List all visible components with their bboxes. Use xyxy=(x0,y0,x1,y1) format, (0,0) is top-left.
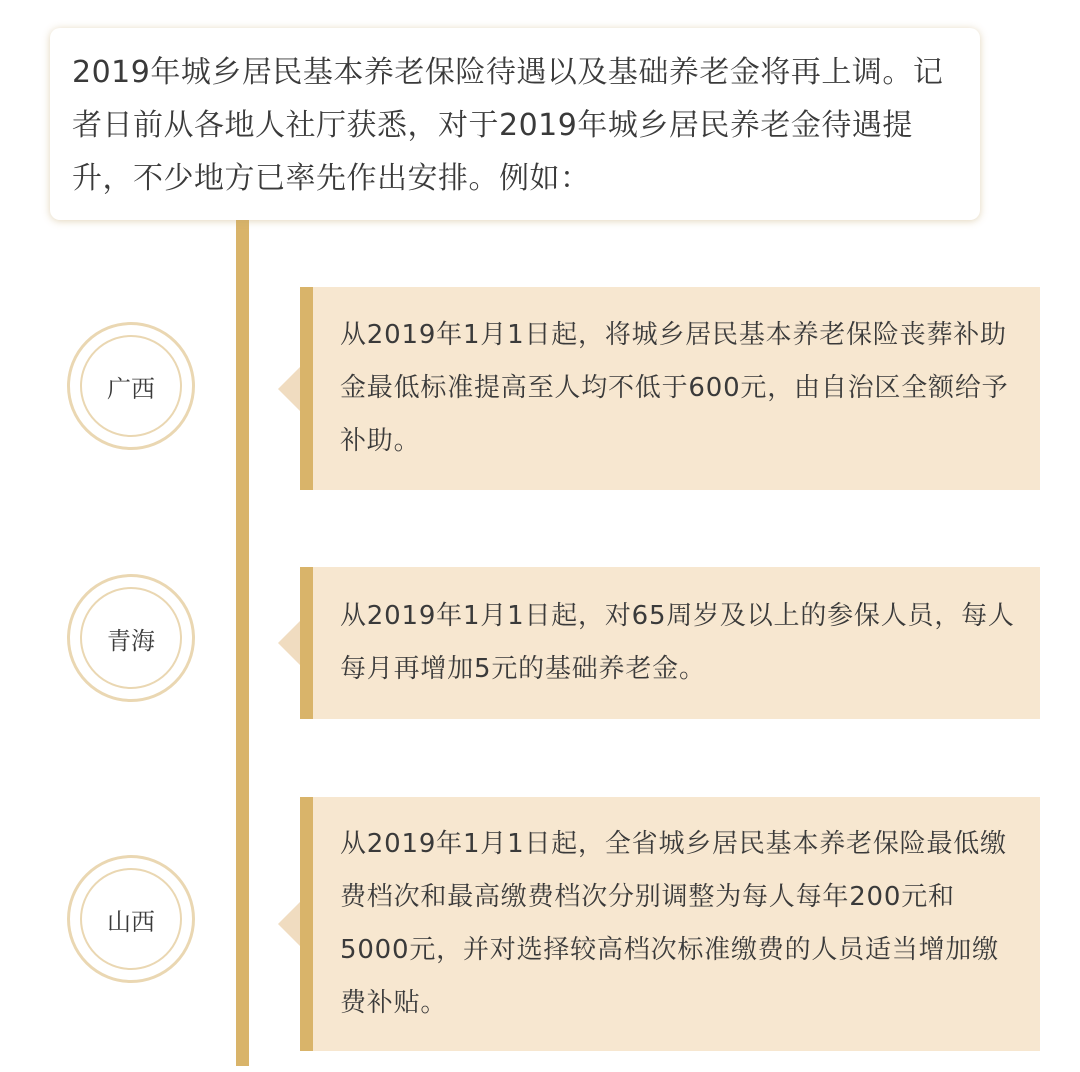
intro-box xyxy=(50,28,980,220)
region-label-guangxi: 广西 xyxy=(80,335,182,437)
region-label-qinghai: 青海 xyxy=(80,587,182,689)
card-text-guangxi: 从2019年1月1日起，将城乡居民基本养老保险丧葬补助金最低标准提高至人均不低于600元，由自治区全额给予补助。 xyxy=(340,320,1009,456)
timeline-card-shanxi xyxy=(300,797,1040,1051)
timeline-line xyxy=(236,200,249,1066)
card-text-qinghai: 从2019年1月1日起，对65周岁及以上的参保人员，每人每月再增加5元的基础养老金。 xyxy=(340,601,1015,684)
intro-text: 2019年城乡居民基本养老保险待遇以及基础养老金将再上调。记者日前从各地人社厅获悉，对于2019年城乡居民养老金待遇提升，不少地方已率先作出安排。例如： xyxy=(72,55,944,196)
timeline-card-guangxi xyxy=(300,287,1040,490)
card-pointer xyxy=(278,902,300,946)
card-text-shanxi: 从2019年1月1日起，全省城乡居民基本养老保险最低缴费档次和最高缴费档次分别调整为每人每年200元和5000元，并对选择较高档次标准缴费的人员适当增加缴费补贴。 xyxy=(340,829,1007,1018)
timeline-card-qinghai xyxy=(300,567,1040,719)
card-pointer xyxy=(278,621,300,665)
region-circle-guangxi xyxy=(67,322,195,450)
region-circle-shanxi xyxy=(67,855,195,983)
region-circle-qinghai xyxy=(67,574,195,702)
region-label-shanxi: 山西 xyxy=(80,868,182,970)
card-pointer xyxy=(278,367,300,411)
